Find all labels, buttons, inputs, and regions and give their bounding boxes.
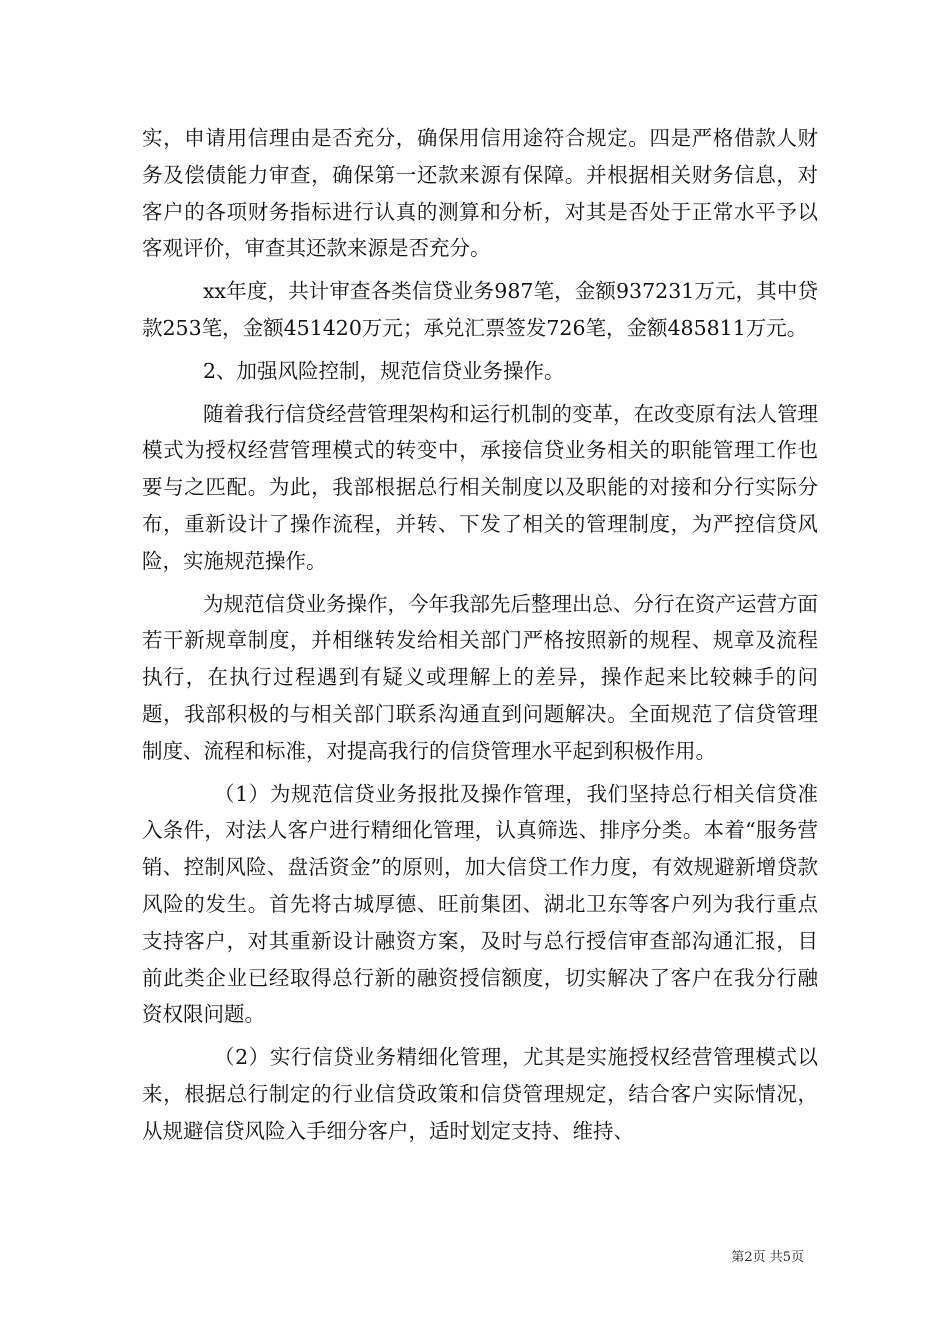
paragraph-item-1: （1）为规范信贷业务报批及操作管理，我们坚持总行相关信贷准入条件，对法人客户进行精细化管理，认真筛选、排序分类。本着“服务营销、控制风险、盘活资金”的原则，加大信贷工作力度，有效规避新增贷款风险的发生。首先将古城厚德、旺前集团、湖北卫东等客户列为我行重点支持客户，对其重新设计融资方案，及时与总行授信审查部沟通汇报，目前此类企业已经取得总行新的融资授信额度，切实解决了客户在我分行融资权限问题。 — [142, 781, 818, 1027]
paragraph-regulation-standardization: 为规范信贷业务操作，今年我部先后整理出总、分行在资产运营方面若干新规章制度，并相继转发给相关部门严格按照新的规程、规章及流程执行，在执行过程遇到有疑义或理解上的差异，操作起来比较棘手的问题，我部积极的与相关部门联系沟通直到问题解决。全面规范了信贷管理制度、流程和标准，对提高我行的信贷管理水平起到积极作用。 — [142, 591, 818, 763]
paragraph-item-2: （2）实行信贷业务精细化管理，尤其是实施授权经营管理模式以来，根据总行制定的行业信贷政策和信贷管理规定，结合客户实际情况，从规避信贷风险入手细分客户，适时划定支持、维持、 — [142, 1045, 818, 1143]
document-body — [142, 120, 818, 1156]
paragraph-section-heading: 2、加强风险控制，规范信贷业务操作。 — [203, 358, 565, 383]
paragraph-continuation: 实，申请用信理由是否充分，确保用信用途符合规定。四是严格借款人财务及偿债能力审查，确保第一还款来源有保障。并根据相关财务信息，对客户的各项财务指标进行认真的测算和分析，对其是否处于正常水平予以客观评价，审查其还款来源是否充分。 — [142, 126, 818, 261]
paragraph-annual-statistics: xx年度，共计审查各类信贷业务987笔，金额937231万元，其中贷款253笔，金额451420万元；承兑汇票签发726笔，金额485811万元。 — [142, 279, 818, 340]
paragraph-management-reform: 随着我行信贷经营管理架构和运行机制的变革，在改变原有法人管理模式为授权经营管理模式的转变中，承接信贷业务相关的职能管理工作也要与之匹配。为此，我部根据总行相关制度以及职能的对接和分行实际分布，重新设计了操作流程，并转、下发了相关的管理制度，为严控信贷风险，实施规范操作。 — [142, 401, 818, 573]
page-number-footer: 第2页 共5页 — [731, 1250, 804, 1265]
